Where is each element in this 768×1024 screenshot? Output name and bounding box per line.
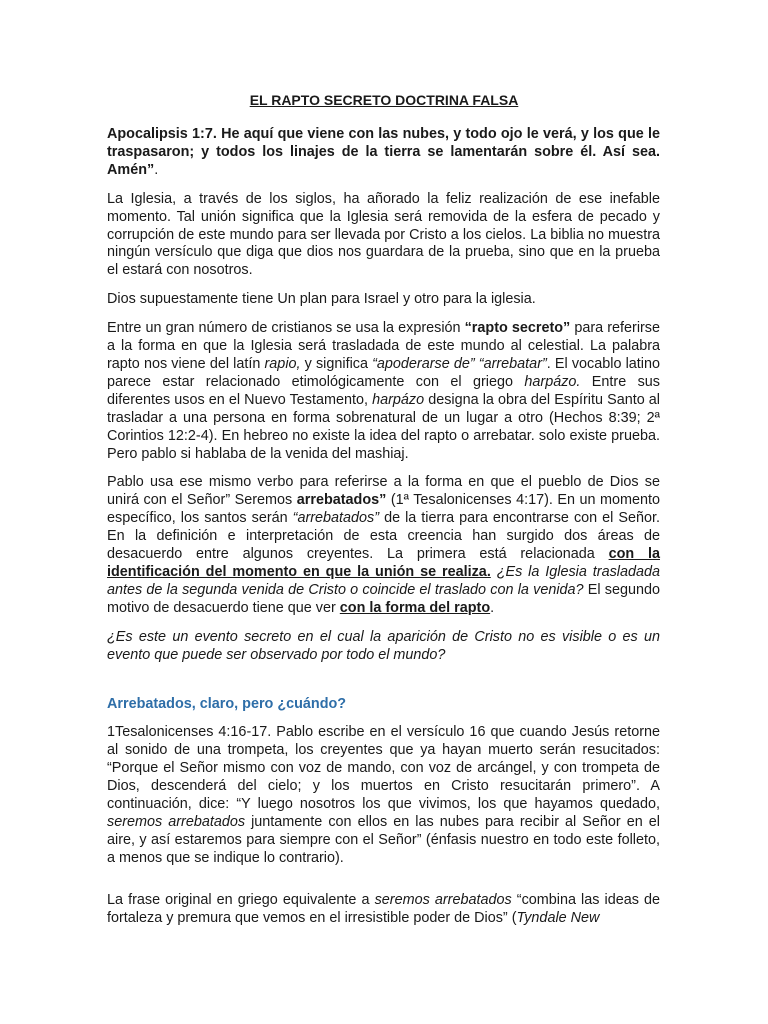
text-run: “combina las ideas de fortaleza y premura que vemos en el irresistible poder de Dios” ( [107, 891, 661, 926]
paragraph-plan: Dios supuestamente tiene Un plan para Israel y otro para la iglesia. [107, 291, 536, 308]
text-run: 1Tesalonicenses 4:16-17. Pablo escribe en el versículo 16 que cuando Jesús retorne al sonido de una trompeta, los creyentes que ya hayan muerto serán resucitados: “Porque el Señor mismo con voz de mando, con voz de arcángel, y con trompeta de Dios, descenderá del cielo; y los muertos en Cristo resucitarán primero”. A continuación, dice: “Y luego nosotros los que vivimos, los que hayamos quedado, [107, 724, 660, 812]
text-run: La frase original en griego equivalente a [107, 891, 375, 908]
text-run: . El vocablo latino parece estar relacionado etimológicamente con el griego [107, 355, 660, 390]
italic-run: ¿Es la Iglesia trasladada antes de la segunda venida de Cristo o coincide el traslado con la venida? [107, 563, 660, 598]
bold-run: “rapto secreto” [464, 320, 571, 337]
italic-run: “apoderarse de” “arrebatar” [372, 355, 547, 372]
document-body [107, 126, 660, 938]
paragraph-rapto [107, 320, 660, 463]
text-run: Entre un gran número de cristianos se usa la expresión [107, 320, 465, 337]
italic-run: harpázo. [524, 373, 581, 390]
text-run: (1ª Tesalonicenses 4:17). En un momento específico, los santos serán [107, 492, 661, 527]
text-run: El segundo motivo de desacuerdo tiene que ver [107, 581, 660, 616]
verse-text: Apocalipsis 1:7. He aquí que viene con las nubes, y todo ojo le verá, y los que le traspasaron; y todos los linajes de la tierra se lamentarán sobre él. Así sea. Amén” [107, 126, 660, 178]
text-run: Entre sus diferentes usos en el Nuevo Testamento, [107, 373, 660, 408]
italic-run: Tyndale New [516, 909, 600, 926]
verse-paragraph [107, 126, 660, 180]
bold-run: arrebatados” [296, 492, 387, 509]
italic-run: seremos arrebatados [374, 891, 512, 908]
italic-run: rapio, [264, 355, 301, 372]
text-run: y significa [300, 355, 373, 372]
bold-underline-run: con la forma del rapto [339, 599, 491, 616]
verse-end: . [154, 161, 159, 178]
text-run: Pablo usa ese mismo verbo para referirse a la forma en que el pueblo de Dios se unirá con el Señor” Seremos [107, 474, 660, 509]
text-run: juntamente con ellos en las nubes para recibir al Señor en el aire, y así estaremos para siempre con el Señor” (énfasis nuestro en todo este folleto, a menos que se indique lo contrario). [107, 813, 660, 866]
paragraph-griego [107, 892, 660, 928]
italic-run: seremos arrebatados [107, 813, 246, 830]
paragraph-tesalonicenses [107, 724, 660, 867]
paragraph-question [107, 629, 660, 665]
text-run: para referirse a la forma en que la Iglesia será trasladada de este mundo al celestial. La palabra rapto nos viene del latín [107, 320, 661, 372]
text-run: designa la obra del Espíritu Santo al trasladar a una persona en forma sobrenatural de un lugar a otro (Hechos 8:39; 2ª Corintios 12:2-4). En hebreo no existe la idea del rapto o arrebatar. solo existe prueba. Pero pablo si hablaba de la venida del mashiaj. [107, 391, 660, 462]
section-heading: Arrebatados, claro, pero ¿cuándo? [107, 696, 347, 713]
italic-run: ¿Es este un evento secreto en el cual la aparición de Cristo no es visible o es un evento que puede ser observado por todo el mundo? [107, 628, 660, 663]
bold-underline-run: con la identificación del momento en que la unión se realiza. [107, 546, 660, 580]
italic-run: “arrebatados” [292, 510, 380, 527]
text-run: . [490, 599, 495, 616]
text-run: de la tierra para encontrarse con el Señor. En la definición e interpretación de esta creencia han surgido dos áreas de desacuerdo entre algunos creyentes. La primera está relacionada [107, 510, 660, 563]
document-title: EL RAPTO SECRETO DOCTRINA FALSA [249, 92, 519, 108]
paragraph-iglesia: La Iglesia, a través de los siglos, ha añorado la feliz realización de ese inefable momento. Tal unión significa que la Iglesia será removida de la esfera de pecado y corrupción de este mundo para ser llevada por Cristo a los cielos. La biblia no muestra ningún versículo que diga que dios nos guardara de la prueba, sino que en la prueba el estará con nosotros. [107, 190, 660, 279]
italic-run: harpázo [372, 391, 425, 408]
paragraph-pablo [107, 474, 660, 617]
